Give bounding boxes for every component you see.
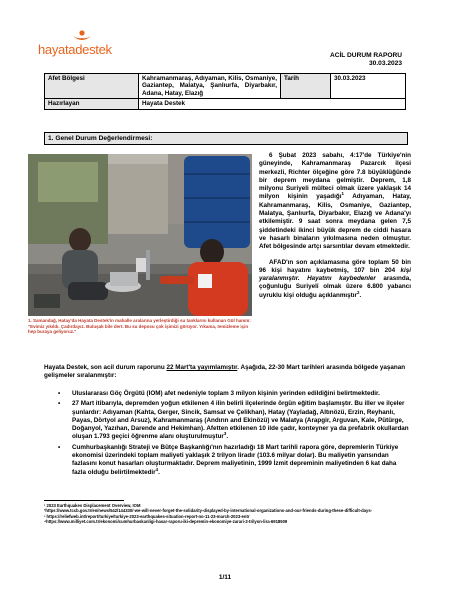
intro-text-b: . Aşağıda, 22-30 Mart tarihleri arasında bölgede yaşanan gelişmeler sıralanmıştır: <box>44 364 406 380</box>
footnote-3[interactable]: ³ https://reliefweb.int/report/turkiye/turkiye-2023-earthquakes-situation-report-no-11-23-march-2023-entr <box>44 513 250 519</box>
footnote-1: ¹ 2023 Earthquakes Displacement Overview, IOM <box>44 503 141 508</box>
casualty-text-b: arasında, çoğunluğu Suriyeli olmak üzere 6.800 yabancı uyruklu kişi olduğu açıklanmıştır <box>259 275 411 299</box>
region-value: Kahramanmaraş, Adıyaman, Kilis, Osmaniye, Gaziantep, Malatya, Şanlıurfa, Diyarbakır, Adana, Hatay, Elazığ <box>139 74 281 99</box>
list-item-footnote: 3 <box>223 431 227 437</box>
casualty-text-a: AFAD'ın son açıklamasına göre toplam 50 bin 96 kişi hayatını kaybetmiş, 107 bin 204 <box>259 258 411 274</box>
situation-column <box>259 152 411 300</box>
section-heading: 1. Genel Durum Değerlendirmesi: <box>44 132 408 145</box>
casualty-text-emphasis: kişi yaralanmıştır. Hayatını kaybedenler <box>259 266 411 283</box>
intro-text-a: Hayata Destek, son acil durum raporunu <box>44 364 167 371</box>
footnotes <box>44 503 410 525</box>
intro-paragraph <box>44 364 410 381</box>
hayata-destek-logo <box>38 30 128 57</box>
water-tank-scene-image <box>28 154 252 316</box>
logo-text: hayatadestek <box>38 42 112 57</box>
region-label: Afet Bölgesi <box>45 74 139 99</box>
casualty-paragraph <box>259 259 411 300</box>
earthquake-paragraph <box>259 152 411 252</box>
list-item-text: Cumhurbaşkanlığı Strateji ve Bütçe Başkanlığı'nın hazırladığı 18 Mart tarihli rapora göre, depremlerin Türkiye ekonomisi üzerindeki toplam maliyeti yaklaşık 2 trilyon liradır (103.6 milyar dolar). Bu maliyetin yarısından fazlasını konut hasarları oluşturmaktadır. Deprem maliyetinin, 1999 İzmit depreminin maliyetinden 6 kat daha fazla olduğu belirtilmektedir <box>72 443 399 476</box>
field-photo <box>28 154 252 316</box>
list-item: • 27 Mart itibarıyla, depremden yoğun etkilenen 4 ilin belirli ilçelerinde örgün eğitim başlamıştır. Bu iller ve ilçeler şunlardır: Adıyaman (Kahta, Gerger, Sincik, Samsat ve Çelikhan), Hatay (Yayladağ, Altınözü, Erzin, Reyhanlı, Payas, Dörtyol and Arsuz), Kahramanmaraş (Andırın and Ekinözü) ve Malatya (Arapgir, Arguvan, Kale, Pütürge, Doğanyol, Yazıhan, Darende and Hekimhan). Afetten etkilenen 10 ilde çadır, konteyner ya da prefabrik okullardan oluşan 1.793 geçici öğrenme alanı oluşturulmuştur$^3$. <box>58 400 410 441</box>
casualty-text-c: . <box>359 291 362 299</box>
date-value: 30.03.2023 <box>331 74 406 99</box>
earthquake-text-a: 6 Şubat 2023 sabahı, 4:17'de Türkiye'nin güneyinde, Kahramanmaraş Pazarcık ilçesi merkezli, Richter ölçeğine göre 7.8 büyüklüğünde bir deprem meydana gelmiştir. Deprem, 1,8 milyonu Suriyeli mülteci olmak üzere yaklaşık 14 milyon kişinin yaşadığı <box>259 152 411 201</box>
info-table <box>44 73 406 110</box>
footnote-4[interactable]: ⁴https://www.milliyet.com.tr/ekonomi/cumhurbaskanligi-hasar-raporu-iki-depremin-ekonomiye-zarari-2-trilyon-lira-6918509 <box>44 519 288 525</box>
developments-list <box>58 390 410 479</box>
report-date: 30.03.2023 <box>368 60 402 68</box>
list-item <box>58 390 410 398</box>
list-item-footnote: 4 <box>155 466 159 472</box>
prepared-label: Hazırlayan <box>45 99 139 109</box>
page-number: 1/11 <box>218 574 232 581</box>
photo-caption: 1. Samandağ, Hatay'da Hayata Destek'in mahalle aralarına yerleştirdiği su tanklarını kullanan Gül hanım: "Evimiz yıkıldı. Çadırdayız. Buluşak bile dert. Bu su deposu çok işimizi görüyor. Yıkama, temizleme için hep buraya geliyoruz." <box>28 318 251 335</box>
report-title: ACİL DURUM RAPORU <box>329 52 402 59</box>
footnote-ref-1: 1 <box>341 191 344 197</box>
footnote-ref-2: 2 <box>356 289 360 295</box>
report-link[interactable]: 22 Mart'ta yayımlamıştır <box>166 364 238 371</box>
footnote-2[interactable]: ²https://www.tccb.gov.tr/en/news/542/144330/-we-will-never-forget-the-solidarity-displayed-by-international-organizations-and-our-friends-during-these-difficult-days- <box>44 508 373 514</box>
footnote-divider <box>44 500 124 501</box>
report-header <box>330 52 402 69</box>
list-item-text: 27 Mart itibarıyla, depremden yoğun etkilenen 4 ilin belirli ilçelerinde örgün eğitim başlamıştır. Bu iller ve ilçeler şunlardır: Adıyaman (Kahta, Gerger, Sincik, Samsat ve Çelikhan), Hatay (Yayladağ, Altınözü, Erzin, Reyhanlı, Payas, Dörtyol and Arsuz), Kahramanmaraş (Andırın and Ekinözü) ve Malatya (Arapgir, Arguvan, Kale, Pütürge, Doğanyol, Yazıhan, Darende and Hekimhan). Afetten etkilenen 10 ilde çadır, konteyner ya da prefabrik okullardan oluşan 1.793 geçici öğrenme alanı oluşturulmuştur <box>72 400 409 441</box>
date-label: Tarih <box>281 74 331 99</box>
list-item-text: Uluslararası Göç Örgütü (IOM) afet nedeniyle toplam 3 milyon kişinin yerinden edildiğini belirtmektedir. <box>72 390 380 397</box>
prepared-value: Hayata Destek <box>139 99 406 109</box>
earthquake-text-b: Adıyaman, Hatay, Kahramanmaraş, Kilis, Osmaniye, Gaziantep, Malatya, Şanlıurfa, Diyarbakır, Elazığ ve Adana'yı etkilemiştir. 9 saat sonra meydana gelen 7,5 şiddetindeki ikinci büyük deprem de ciddi hasara ve hasarlı binaların yıkılmasına neden olmuştur. Afet bölgesinde artçı sarsıntılar devam etmektedir. <box>259 193 411 251</box>
list-item: • Cumhurbaşkanlığı Strateji ve Bütçe Başkanlığı'nın hazırladığı 18 Mart tarihli rapora göre, depremlerin Türkiye ekonomisi üzerindeki toplam maliyeti yaklaşık 2 trilyon liradır (103.6 milyar dolar). Bu maliyetin yarısından fazlasını konut hasarları oluşturmaktadır. Deprem maliyetinin, 1999 İzmit depreminin maliyetinden 6 kat daha fazla olduğu belirtilmektedir$^4$. <box>58 444 410 477</box>
